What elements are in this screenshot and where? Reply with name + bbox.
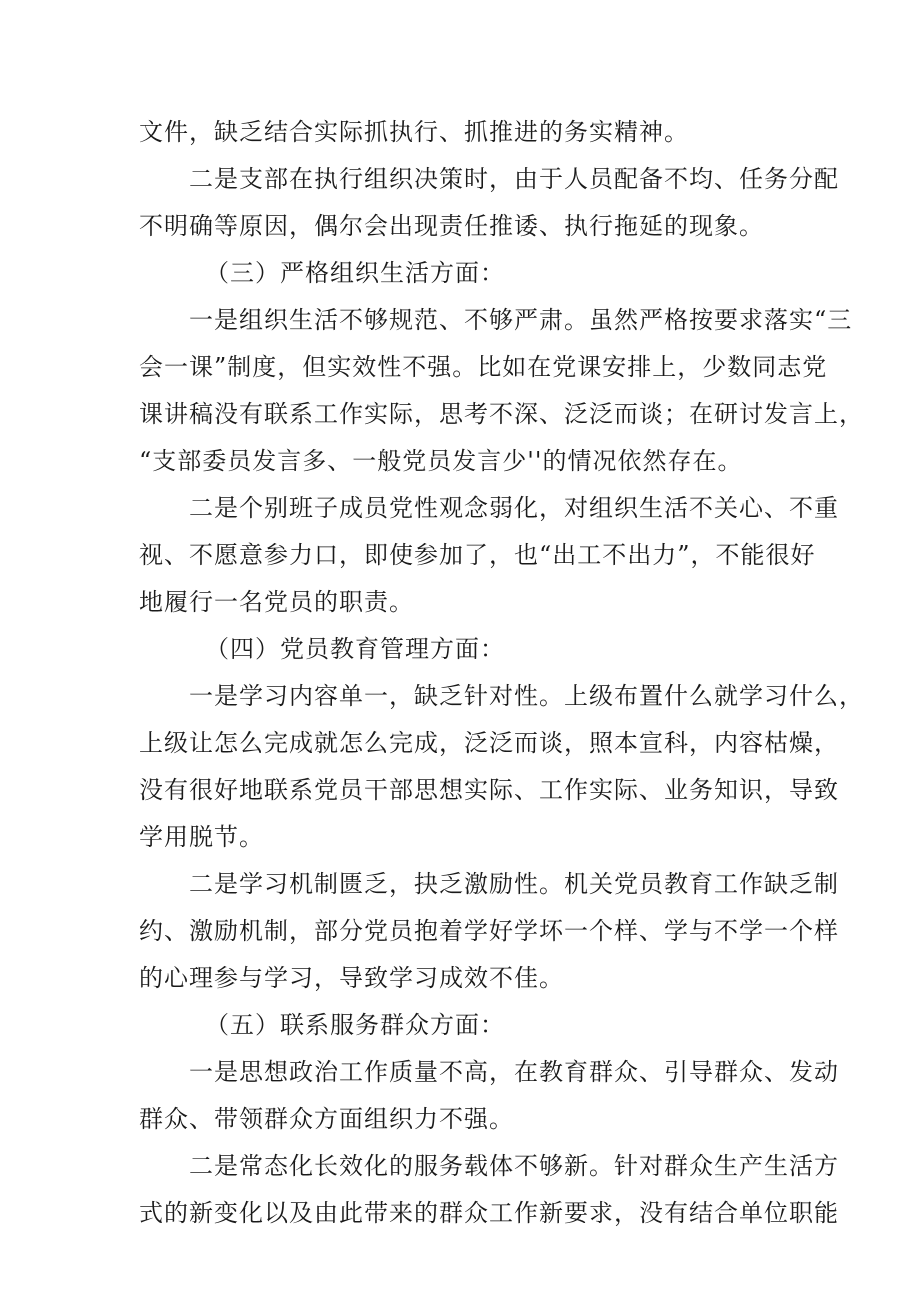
text-line: 学用脱节。 [139,823,264,851]
text-line: 的心理参与学习，导致学习成效不佳。 [139,964,564,992]
text-line: 课讲稿没有联系工作实际，思考不深、泛泛而谈；在研讨发言上， [139,400,864,428]
text-line: 不明确等原因，偶尔会出现责任推诿、执行拖延的现象。 [139,212,764,240]
section-heading: （四）党员教育管理方面： [205,635,505,663]
text-line: 二是支部在执行组织决策时，由于人员配备不均、任务分配 [189,165,839,193]
text-line: 地履行一名党员的职责。 [139,588,414,616]
text-line: 一是学习内容单一，缺乏针对性。上级布置什么就学习什么， [189,682,864,710]
text-line: 会一课”制度，但实效性不强。比如在党课安排上，少数同志党 [139,353,828,381]
section-heading: （三）严格组织生活方面： [205,259,505,287]
text-line: “支部委员发言多、一般党员发言少''的情况依然存在。 [139,447,743,475]
section-heading: （五）联系服务群众方面： [205,1011,505,1039]
text-line: 一是组织生活不够规范、不够严肃。虽然严格按要求落实“三 [189,306,853,334]
text-line: 群众、带领群众方面组织力不强。 [139,1105,514,1133]
text-line: 式的新变化以及由此带来的群众工作新要求，没有结合单位职能 [139,1199,839,1227]
text-line: 二是学习机制匮乏，抉乏激励性。机关党员教育工作缺乏制 [189,870,839,898]
text-line: 文件，缺乏结合实际抓执行、抓推进的务实精神。 [139,118,689,146]
text-line: 没有很好地联系党员干部思想实际、工作实际、业务知识，导致 [139,776,839,804]
text-line: 一是思想政治工作质量不高，在教育群众、引导群众、发动 [189,1058,839,1086]
text-line: 视、不愿意参力口，即使参加了，也“出工不出力”，不能很好 [139,541,816,569]
text-line: 二是个别班子成员党性观念弱化，对组织生活不关心、不重 [189,494,839,522]
text-line: 上级让怎么完成就怎么完成，泛泛而谈，照本宣科，内容枯燥， [139,729,839,757]
text-line: 约、激励机制，部分党员抱着学好学坏一个样、学与不学一个样 [139,917,839,945]
text-line: 二是常态化长效化的服务载体不够新。针对群众生产生活方 [189,1152,839,1180]
